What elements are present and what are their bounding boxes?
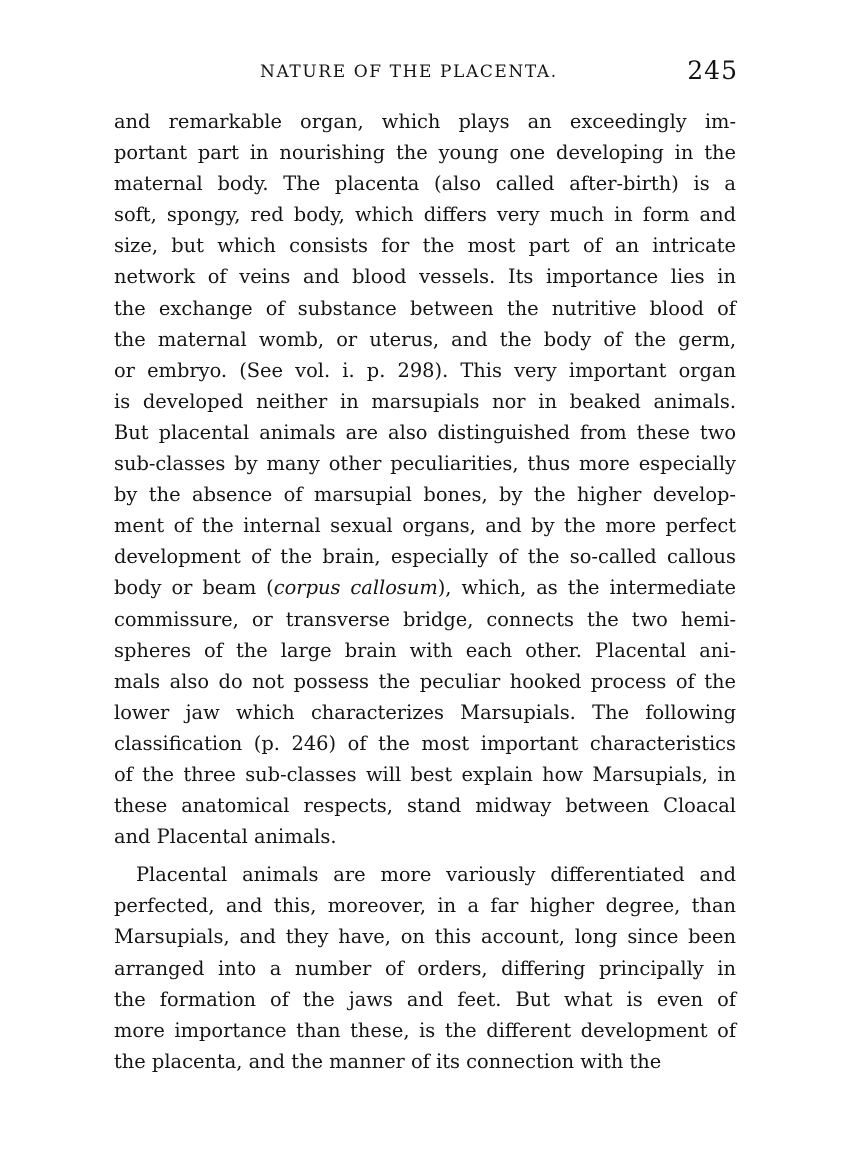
text-line: But placental animals are also distinguished from these two	[114, 420, 736, 444]
text-line: classification (p. 246) of the most important characteristics	[114, 731, 736, 755]
text-line: sub-classes by many other peculiarities, thus more especially	[114, 452, 736, 476]
body-text	[114, 106, 736, 1077]
text-line: network of veins and blood vessels. Its importance lies in	[114, 265, 736, 289]
text-line: soft, spongy, red body, which differs very much in form and	[114, 203, 736, 227]
text-segment: ), which, as the intermediate	[437, 576, 736, 600]
text-line: perfected, and this, moreover, in a far higher degree, than	[114, 894, 736, 918]
text-line: Marsupials, and they have, on this account, long since been	[114, 925, 736, 949]
text-line: spheres of the large brain with each other. Placental ani-	[114, 638, 736, 662]
text-line: maternal body. The placenta (also called after-birth) is a	[114, 172, 736, 196]
latin-term: corpus callosum	[273, 576, 438, 600]
text-line: or embryo. (See vol. i. p. 298). This very important organ	[114, 358, 736, 382]
text-line: Placental animals are more variously differentiated and	[136, 863, 736, 887]
text-line	[114, 572, 736, 603]
text-line: and Placental animals.	[114, 825, 337, 849]
paragraph-gap	[114, 852, 736, 859]
text-line: lower jaw which characterizes Marsupials. The following	[114, 700, 736, 724]
text-line: is developed neither in marsupials nor in beaked animals.	[114, 389, 736, 413]
text-line: of the three sub-classes will best explain how Marsupials, in	[114, 762, 736, 786]
text-line: portant part in nourishing the young one developing in the	[114, 141, 736, 165]
text-line: more importance than these, is the different development of	[114, 1018, 736, 1042]
text-line: and remarkable organ, which plays an exceedingly im-	[114, 110, 736, 133]
text-line: size, but which consists for the most part of an intricate	[114, 234, 736, 258]
text-line: these anatomical respects, stand midway between Cloacal	[114, 794, 736, 818]
text-line: by the absence of marsupial bones, by the higher develop-	[114, 483, 736, 507]
text-line: development of the brain, especially of the so-called callous	[114, 545, 736, 569]
text-line: commissure, or transverse bridge, connects the two hemi-	[114, 607, 736, 631]
text-line: ment of the internal sexual organs, and by the more perfect	[114, 514, 736, 538]
text-line: the maternal womb, or uterus, and the body of the germ,	[114, 327, 736, 351]
paragraph-2	[114, 859, 736, 1077]
text-line: the formation of the jaws and feet. But what is even of	[114, 987, 736, 1011]
text-line: arranged into a number of orders, differing principally in	[114, 956, 736, 980]
running-title: NATURE OF THE PLACENTA.	[260, 62, 558, 82]
text-line: the placenta, and the manner of its connection with the	[114, 1049, 662, 1073]
page-number: 245	[687, 56, 738, 85]
page-header	[112, 56, 738, 96]
text-segment: body or beam (	[114, 576, 274, 600]
paragraph-1	[114, 106, 736, 852]
text-line: mals also do not possess the peculiar hooked process of the	[114, 669, 736, 693]
text-line: the exchange of substance between the nutritive blood of	[114, 296, 736, 320]
